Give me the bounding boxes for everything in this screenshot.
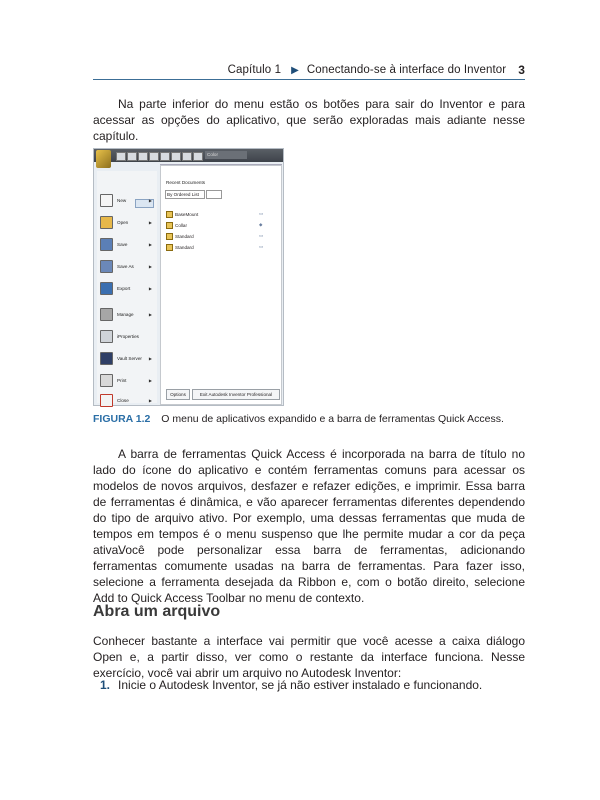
options-button: Options (166, 389, 190, 400)
list-item (100, 678, 482, 692)
undo-icon (149, 152, 159, 161)
part-file-icon (166, 233, 173, 240)
menu-item-new: New ▶ (100, 193, 152, 207)
paragraph-menu-bottom: Na parte inferior do menu estão os botões para sair do Inventor e para acessar as opções do aplicativo, que serão exploradas mais adiante nesse capítulo. (93, 97, 525, 143)
iproperties-icon (100, 330, 113, 343)
chevron-right-icon: ▶ (148, 397, 152, 403)
chevron-right-icon: ▶ (148, 219, 152, 225)
quick-access-toolbar (94, 149, 283, 162)
chevron-right-icon: ▶ (148, 355, 152, 361)
running-head (93, 63, 525, 80)
menu-item-vault-server: Vault Server ▶ (100, 351, 152, 365)
figure-caption (93, 413, 504, 425)
sort-dropdown: By Ordered List (165, 190, 205, 199)
figure-label: FIGURA 1.2 (93, 413, 151, 425)
triangle-arrow-icon: ▶ (291, 64, 299, 76)
recent-doc-item: Collar (166, 222, 187, 229)
menu-item-print: Print ▶ (100, 373, 152, 387)
select-icon (182, 152, 192, 161)
save-as-icon (100, 260, 113, 273)
pin-icon: ◆ (259, 222, 263, 227)
save-icon (138, 152, 148, 161)
recent-doc-item: Standard (166, 233, 194, 240)
vault-server-icon (100, 352, 113, 365)
save-icon (100, 238, 113, 251)
new-icon (100, 194, 113, 207)
new-icon (116, 152, 126, 161)
recent-doc-item: Standard (166, 244, 194, 251)
recent-doc-item: BaseMount (166, 211, 198, 218)
redo-icon (160, 152, 170, 161)
open-folder-icon (127, 152, 137, 161)
chevron-right-icon: ▶ (148, 241, 152, 247)
page-number: 3 (518, 63, 525, 77)
pin-icon: ▭ (259, 233, 264, 238)
open-folder-icon (100, 216, 113, 229)
part-file-icon (166, 222, 173, 229)
chapter-label: Capítulo 1 (227, 64, 282, 76)
menu-item-manage: Manage ▶ (100, 307, 152, 321)
chapter-title: Conectando-se à interface do Inventor (306, 64, 507, 76)
application-menu-list (97, 171, 157, 403)
pin-icon: ▭ (259, 244, 264, 249)
chevron-right-icon: ▶ (148, 377, 152, 383)
color-dropdown: Color (205, 151, 247, 159)
step-number: 1. (100, 678, 111, 692)
caption-text: O menu de aplicativos expandido e a barra de ferramentas Quick Access. (161, 413, 504, 425)
print-icon (100, 374, 113, 387)
recent-documents-header: Recent Documents (166, 180, 206, 185)
part-file-icon (166, 211, 173, 218)
menu-item-save: Save ▶ (100, 237, 152, 251)
pin-icon: ▭ (259, 211, 264, 216)
menu-item-export: Export ▶ (100, 281, 152, 295)
figure-screenshot (93, 148, 284, 406)
paragraph-quick-access: A barra de ferramentas Quick Access é incorporada na barra de título no lado do ícone do aplicativo e contém ferramentas comuns para acessar os modelos de novos arquivos, desfazer e refazer edições, e imprimir. Essa barra de ferramentas é dinâmica, e vão aparecer ferramentas diferentes dependendo do tipo de arquivo ativo. Por exemplo, uma dessas ferramentas que muda de tempos em tempos é o menu suspenso que lhe permite mudar a cor da peça ativa. (93, 447, 525, 557)
paragraph-customize: Você pode personalizar essa barra de ferramentas, adicionando ferramentas comumente usadas na barra de ferramentas. Para fazer isso, selecione a ferramenta desejada da Ribbon e, com o botão direito, selecione Add to Quick Access Toolbar no menu de contexto. (93, 543, 525, 605)
print-icon (171, 152, 181, 161)
exit-button: Exit Autodesk Inventor Professional (192, 389, 280, 400)
menu-item-save-as: Save As ▶ (100, 259, 152, 273)
recent-documents-panel (160, 165, 282, 405)
menu-item-iproperties: iProperties (100, 329, 152, 343)
manage-icon (100, 308, 113, 321)
menu-item-close: Close ▶ (100, 393, 152, 407)
paragraph-open-file: Conhecer bastante a interface vai permitir que você acesse a caixa diálogo Open e, a partir disso, ver como o restante da interface funciona. Nesse exercício, você vai abrir um arquivo no Autodesk Inventor: (93, 634, 525, 680)
close-icon (100, 394, 113, 407)
chevron-right-icon: ▶ (148, 197, 152, 203)
chevron-right-icon: ▶ (148, 263, 152, 269)
part-file-icon (166, 244, 173, 251)
step-text: Inicie o Autodesk Inventor, se já não estiver instalado e funcionando. (118, 678, 483, 692)
chevron-right-icon: ▶ (148, 311, 152, 317)
view-dropdown-icon (206, 190, 222, 199)
export-icon (100, 282, 113, 295)
return-icon (193, 152, 203, 161)
menu-item-open: Open ▶ (100, 215, 152, 229)
app-logo-icon (96, 150, 111, 168)
chevron-right-icon: ▶ (148, 285, 152, 291)
section-heading: Abra um arquivo (93, 603, 221, 620)
